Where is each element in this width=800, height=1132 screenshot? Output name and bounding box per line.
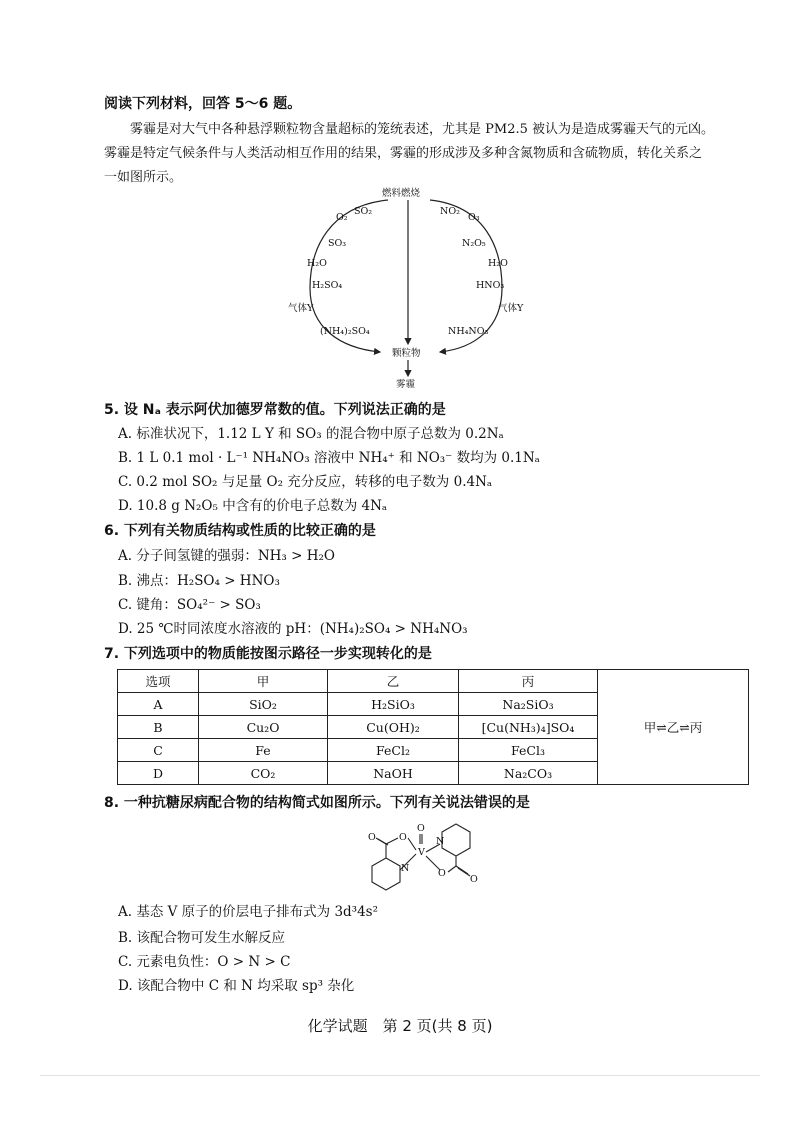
diagram-center-particles: 颗粒物: [392, 348, 421, 359]
q7-stem: 7. 下列选项中的物质能按图示路径一步实现转化的是: [104, 646, 432, 662]
q8-option-d: D. 该配合物中 C 和 N 均采取 sp³ 杂化: [118, 978, 355, 994]
q8-option-a: A. 基态 V 原子的价层电子排布式为 3d³4s²: [118, 904, 379, 920]
diagram-right-o3: O₃: [468, 212, 480, 223]
table-header: 选项: [118, 670, 199, 693]
table-cell: Cu₂O: [199, 716, 328, 739]
q5-option-d: D. 10.8 g N₂O₅ 中含有的价电子总数为 4Nₐ: [118, 498, 388, 514]
q5-stem: 5. 设 Nₐ 表示阿伏加德罗常数的值。下列说法正确的是: [104, 402, 446, 418]
table-cell: A: [118, 693, 199, 716]
page-footer: 化学试题 第 2 页(共 8 页): [307, 1017, 493, 1035]
bottom-divider: [40, 1075, 760, 1076]
table-header-row: [118, 670, 749, 693]
q7-options-table: [117, 669, 749, 785]
q8-stem: 8. 一种抗糖尿病配合物的结构简式如图所示。下列有关说法错误的是: [104, 795, 530, 811]
atom-label: O: [399, 832, 407, 843]
q6-option-b: B. 沸点：H₂SO₄ > HNO₃: [118, 573, 280, 589]
diagram-right-no2: NO₂: [440, 206, 460, 217]
table-cell: SiO₂: [199, 693, 328, 716]
diagram-right-n2o5: N₂O₅: [462, 238, 486, 249]
diagram-top-label: 燃料燃烧: [382, 188, 421, 199]
atom-label: O: [438, 868, 446, 879]
atom-label: N: [401, 863, 410, 874]
table-cell: FeCl₂: [328, 739, 459, 762]
diagram-right-nh4no3: NH₄NO₃: [448, 326, 489, 337]
diagram-left-so2: SO₂: [354, 206, 373, 217]
table-cell: Na₂SiO₃: [459, 693, 598, 716]
q6-option-a: A. 分子间氢键的强弱：NH₃ > H₂O: [118, 548, 335, 564]
table-header: 甲: [199, 670, 328, 693]
table-cell: NaOH: [328, 762, 459, 785]
diagram-right-gas-y: 气体Y: [498, 303, 524, 314]
table-cell: D: [118, 762, 199, 785]
atom-label: O: [368, 832, 376, 843]
table-cell: Fe: [199, 739, 328, 762]
table-cell: [Cu(NH₃)₄]SO₄: [459, 716, 598, 739]
q5-option-c: C. 0.2 mol SO₂ 与足量 O₂ 充分反应，转移的电子数为 0.4Nₐ: [118, 474, 493, 490]
diagram-left-h2so4: H₂SO₄: [312, 280, 343, 291]
atom-label: N: [436, 836, 445, 847]
table-cell: Cu(OH)₂: [328, 716, 459, 739]
diagram-left-nh4so4: (NH₄)₂SO₄: [320, 326, 370, 337]
conversion-path: 甲⇌乙⇌丙: [643, 720, 703, 735]
reading-paragraph: 雾霾是对大气中各种悬浮颗粒物含量超标的笼统表述，尤其是 PM2.5 被认为是造成雾霾天气的元凶。雾霾是特定气候条件与人类活动相互作用的结果，雾霾的形成涉及多种含氮物质和含硫物质，转化关系之一如图所示。: [104, 122, 714, 185]
complex-structure: [350, 820, 490, 892]
atom-label: O: [417, 823, 425, 834]
table-cell: CO₂: [199, 762, 328, 785]
q6-stem: 6. 下列有关物质结构或性质的比较正确的是: [104, 523, 376, 539]
q6-option-c: C. 键角：SO₄²⁻ > SO₃: [118, 597, 261, 613]
smog-diagram: [270, 188, 540, 393]
q5-option-a: A. 标准状况下，1.12 L Y 和 SO₃ 的混合物中原子总数为 0.2Nₐ: [118, 426, 504, 442]
diagram-left-o2: O₂: [336, 212, 348, 223]
diagram-left-h2o: H₂O: [307, 258, 327, 269]
diagram-right-h2o: H₂O: [488, 258, 508, 269]
table-cell: FeCl₃: [459, 739, 598, 762]
table-header: 乙: [328, 670, 459, 693]
q6-option-d: D. 25 ℃时同浓度水溶液的 pH：(NH₄)₂SO₄ > NH₄NO₃: [118, 621, 468, 637]
diagram-right-hno3: HNO₃: [476, 280, 505, 291]
q8-option-c: C. 元素电负性：O > N > C: [118, 954, 291, 970]
table-header: 丙: [459, 670, 598, 693]
atom-label: O: [470, 874, 478, 885]
table-cell: H₂SiO₃: [328, 693, 459, 716]
diagram-bottom-smog: 雾霾: [396, 379, 416, 390]
atom-label: V: [418, 847, 425, 858]
q8-option-b: B. 该配合物可发生水解反应: [118, 930, 286, 946]
table-cell: B: [118, 716, 199, 739]
path-cell: [598, 670, 749, 785]
q5-option-b: B. 1 L 0.1 mol · L⁻¹ NH₄NO₃ 溶液中 NH₄⁺ 和 NO₃⁻ 数均为 0.1Nₐ: [118, 450, 540, 466]
table-cell: Na₂CO₃: [459, 762, 598, 785]
table-cell: C: [118, 739, 199, 762]
reading-heading: 阅读下列材料，回答 5～6 题。: [104, 96, 302, 112]
diagram-left-gas-y: 气体Y: [288, 303, 314, 314]
diagram-left-so3: SO₃: [328, 238, 347, 249]
